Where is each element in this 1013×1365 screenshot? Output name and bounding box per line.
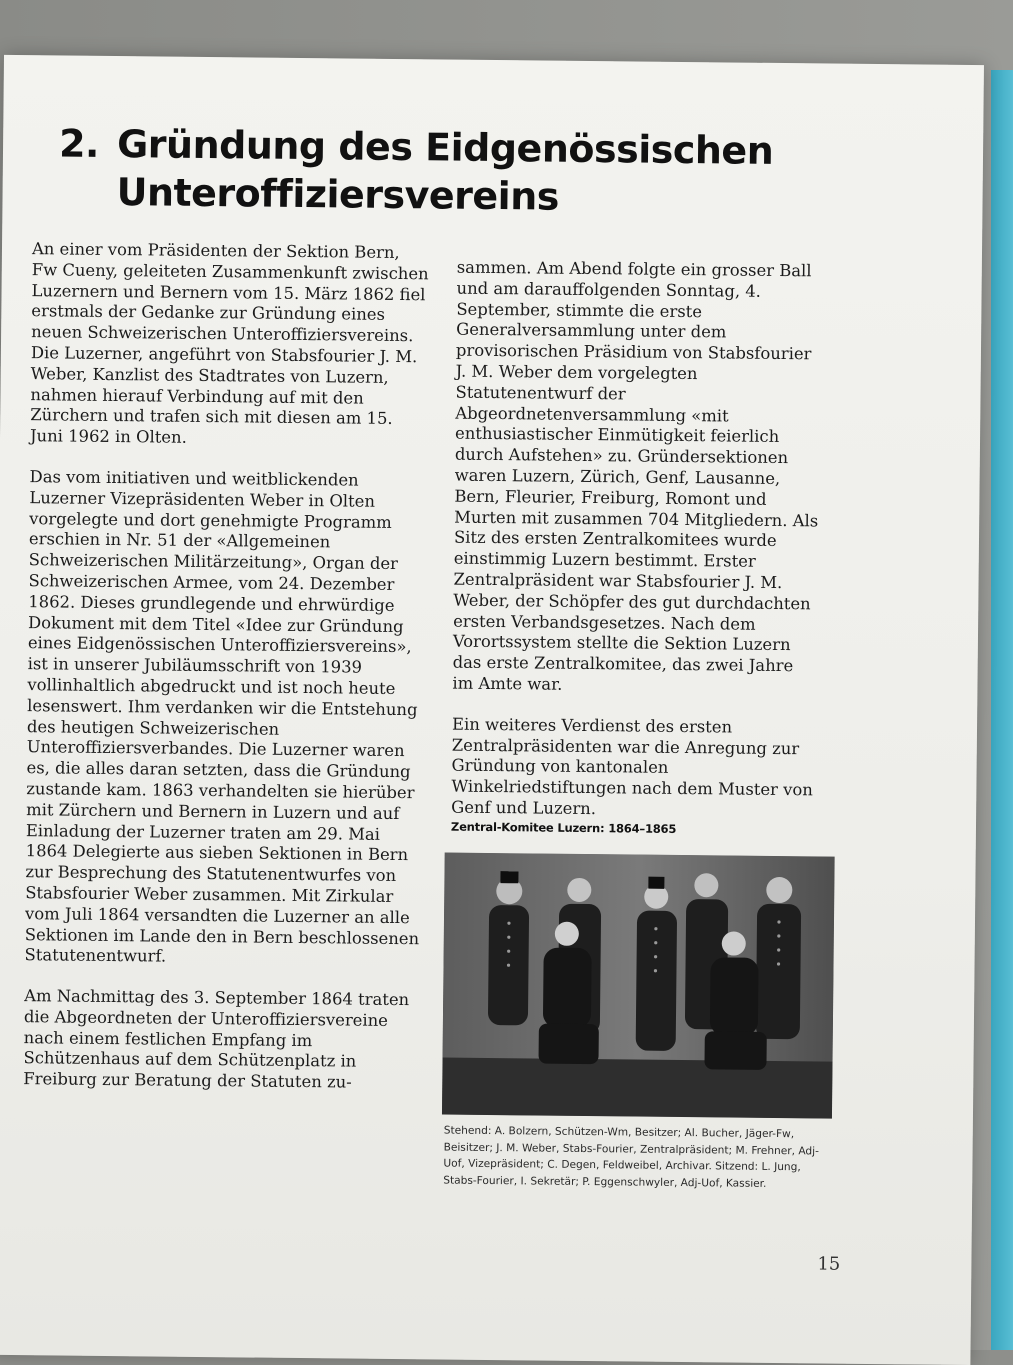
paragraph: sammen. Am Abend folgte ein grosser Ball und am darauffolgenden Sonntag, 4. September, stimmte die erste Generalversammlung unter dem provisorischen Präsidium von Stabsfourier J. M. Weber dem vorgelegten Statutenentwurf der Abgeordnetenversammlung «mit enthusiastischer Einmütigkeit feierlich durch Aufstehen» zu. Gründersektionen waren Luzern, Zürich, Genf, Lausanne, Bern, Fleurier, Freiburg, Romont und Murten mit zusammen 704 Mitgliedern. Als Sitz des ersten Zentralkomitees wurde einstimmig Luzern bestimmt. Erster Zentralpräsident war Stabsfourier J. M. Weber, der Schöpfer des gut durchdachten ersten Verbandsgesetzes. Nach dem Vorortssystem stellte die Sektion Luzern das erste Zentralkomitee, das zwei Jahre im Amte war. xyxy=(452,257,819,694)
left-text-column xyxy=(23,239,430,1114)
chapter-title xyxy=(58,119,819,223)
group-portrait-photo xyxy=(442,853,835,1119)
paragraph: Das vom initiativen und weitblickenden Luzerner Vizepräsidenten Weber in Olten vorgelegte und dort genehmigte Programm erschien in Nr. 51 der «Allgemeinen Schweizerischen Militärzeitung», Organ der Schweizerischen Armee, vom 24. Dezember 1862. Dieses grundlegende und ehrwürdige Dokument mit dem Titel «Idee zur Gründung eines Eidgenössischen Unteroffiziersvereins», ist in unserer Jubiläumsschrift von 1939 vollinhaltlich abgedruckt und ist noch heute lesenswert. Ihm verdanken wir die Entstehung des heutigen Schweizerischen Unteroffiziersverbandes. Die Luzerner waren es, die alles daran setzten, dass die Gründung zustande kam. 1863 verhandelten sie hierüber mit Zürchern und Bernern in Luzern und auf Einladung der Luzerner traten am 29. Mai 1864 Delegierte aus sieben Sektionen in Bern zur Besprechung des Statutenentwurfes von Stabsfourier Weber zusammen. Mit Zirkular vom Juli 1864 versandten die Luzerner an alle Sektionen im Lande den in Bern beschlossenen Statutenentwurf. xyxy=(24,467,420,966)
paragraph: Ein weiteres Verdienst des ersten Zentralpräsidenten war die Anregung zur Gründung von kantonalen Winkelriedstiftungen nach dem Muster von Genf und Luzern. xyxy=(451,714,813,819)
figure-caption: Stehend: A. Bolzern, Schützen-Wm, Besitzer; Al. Bucher, Jäger-Fw, Beisitzer; J. M. Weber, Stabs-Fourier, Zentralpräsident; M. Frehner, Adj-Uof, Vizepräsident; C. Degen, Feldweibel, Archivar. Sitzend: L. Jung, Stabs-Fourier, I. Sekretär; P. Eggenschwyler, Adj-Uof, Kassier. xyxy=(443,1124,820,1190)
book-page xyxy=(0,55,984,1365)
paragraph: Am Nachmittag des 3. September 1864 traten die Abgeordneten der Unteroffiziersvereine nach einem festlichen Empfang im Schützenhaus auf dem Schützenplatz in Freiburg zur Beratung der Statuten zu- xyxy=(23,986,410,1092)
page-number: 15 xyxy=(817,1253,841,1275)
group-portrait-illustration xyxy=(442,853,835,1119)
chapter-number: 2. xyxy=(58,121,100,166)
chapter-title-line-2: Unteroffiziersvereins xyxy=(116,170,560,219)
figure-heading: Zentral-Komitee Luzern: 1864–1865 xyxy=(450,819,677,836)
paragraph: An einer vom Präsidenten der Sektion Bern, Fw Cueny, geleiteten Zusammenkunft zwischen Luzernern und Bernern vom 15. März 1862 fiel erstmals der Gedanke zur Gründung eines neuen Schweizerischen Unteroffiziersvereins. Die Luzerner, angeführt von Stabsfourier J. M. Weber, Kanzlist des Stadtrates von Luzern, nahmen hierauf Verbindung auf mit den Zürchern und trafen sich mit diesen am 15. Juni 1962 in Olten. xyxy=(29,239,429,447)
right-text-column xyxy=(451,258,822,843)
book-cover-edge xyxy=(991,70,1013,1350)
chapter-title-line-1: Gründung des Eidgenössischen xyxy=(116,122,774,173)
